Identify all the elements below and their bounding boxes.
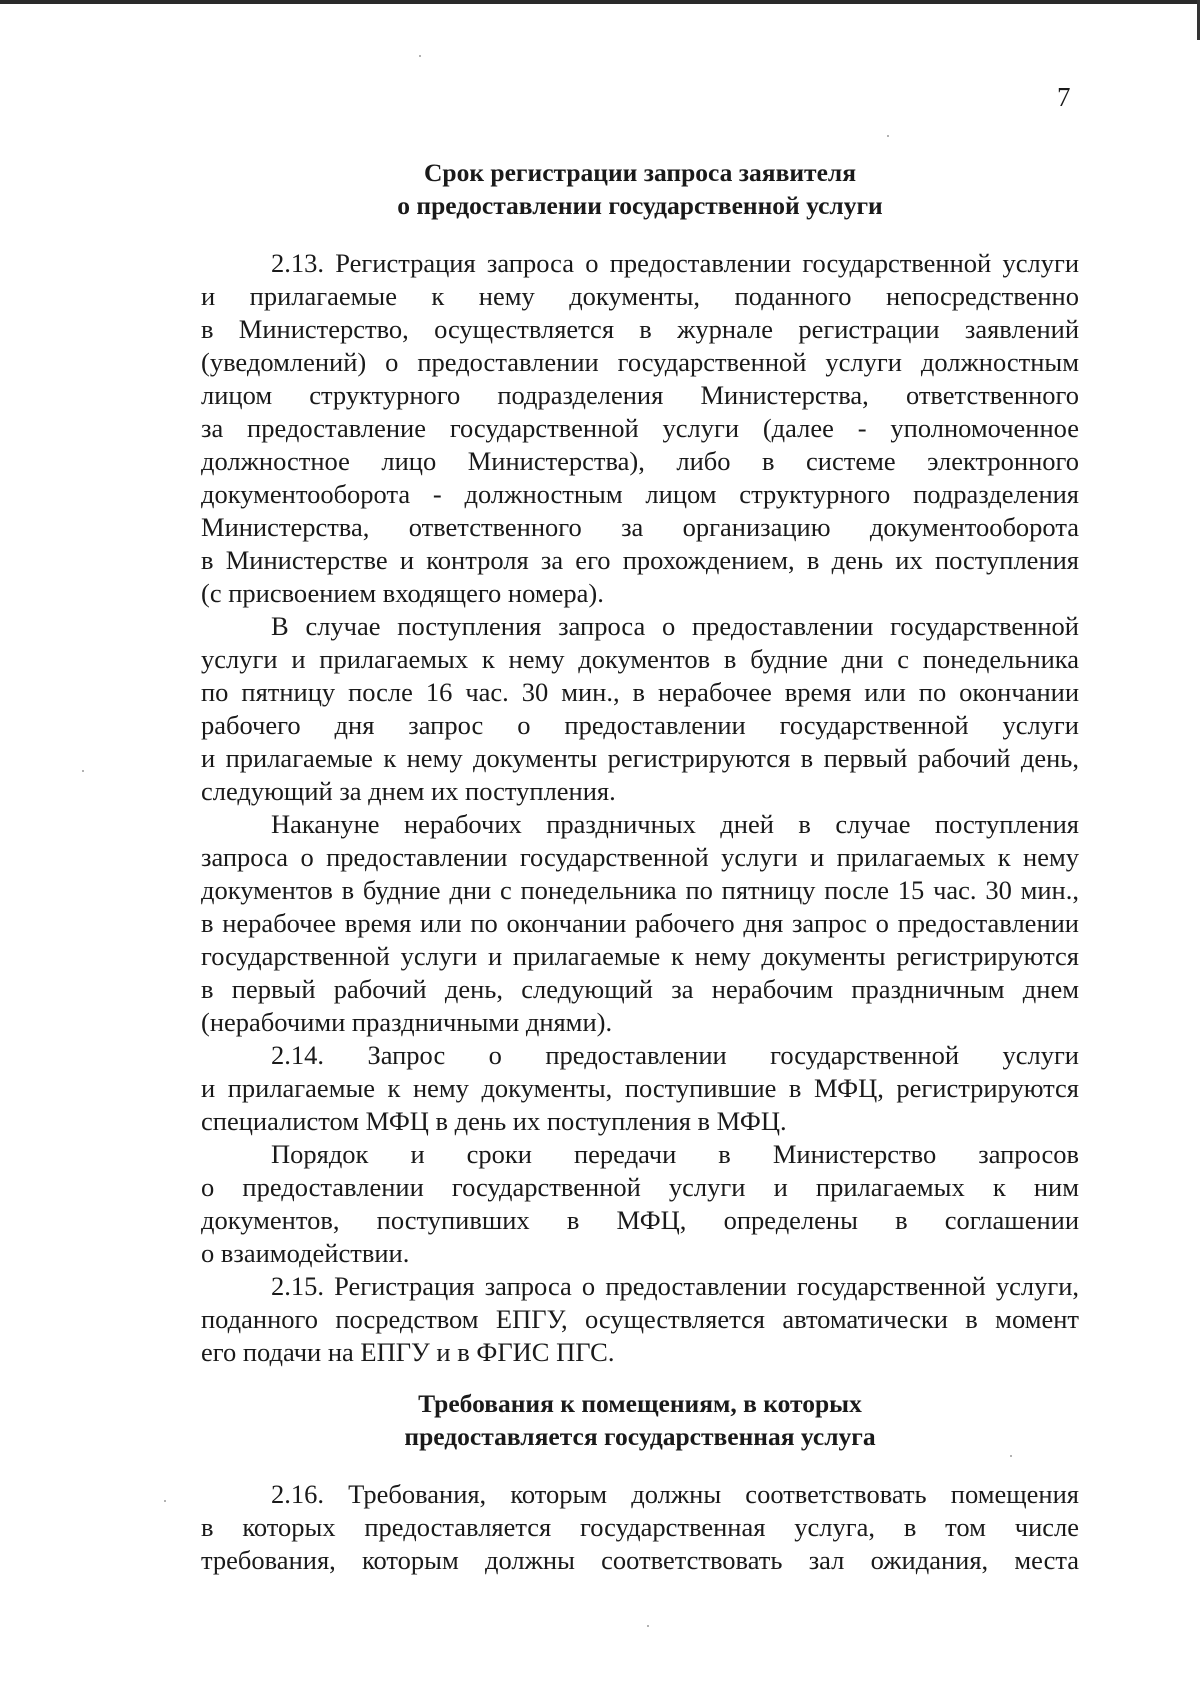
paragraph-line: государственной услуги и прилагаемые к нему документы регистрируются: [201, 941, 1079, 971]
paragraph-line: 2.14. Запрос о предоставлении государственной услуги: [271, 1040, 1079, 1070]
heading-line: Требования к помещениям, в которых: [418, 1389, 862, 1418]
paragraph-line: Министерства, ответственного за организацию документооборота: [201, 512, 1079, 542]
paragraph-line: документов, поступивших в МФЦ, определены в соглашении: [201, 1205, 1079, 1235]
paragraph-line: должностное лицо Министерства), либо в системе электронного: [201, 446, 1079, 476]
paragraph-line: 2.15. Регистрация запроса о предоставлении государственной услуги,: [271, 1271, 1079, 1301]
section-heading-premises-requirements: [200, 1387, 1080, 1453]
heading-line: о предоставлении государственной услуги: [397, 191, 883, 220]
paragraph-line: за предоставление государственной услуги (далее - уполномоченное: [201, 413, 1079, 443]
paragraph-line: о предоставлении государственной услуги и прилагаемых к ним: [201, 1172, 1079, 1202]
paragraph-line: (уведомлений) о предоставлении государственной услуги должностным: [201, 347, 1079, 377]
paragraph-line: поданного посредством ЕПГУ, осуществляется автоматически в момент: [201, 1304, 1079, 1334]
scan-top-edge: [0, 0, 1200, 4]
section-body-registration-term: [201, 247, 1079, 1369]
heading-line: Срок регистрации запроса заявителя: [424, 158, 856, 187]
paragraph-line: и прилагаемые к нему документы регистрируются в первый рабочий день,: [201, 743, 1079, 773]
paragraph-line: следующий за днем их поступления.: [201, 776, 616, 806]
paragraph-line: специалистом МФЦ в день их поступления в МФЦ.: [201, 1106, 787, 1136]
paragraph-line: и прилагаемые к нему документы, поступившие в МФЦ, регистрируются: [201, 1073, 1079, 1103]
paragraph-line: (нерабочими праздничными днями).: [201, 1007, 613, 1037]
paragraph-line: в нерабочее время или по окончании рабочего дня запрос о предоставлении: [201, 908, 1079, 938]
scan-speck: [164, 1500, 166, 1502]
paragraph-line: Порядок и сроки передачи в Министерство запросов: [271, 1139, 1079, 1169]
paragraph-line: о взаимодействии.: [201, 1238, 410, 1268]
scan-speck: [647, 1625, 649, 1627]
paragraph-line: 2.16. Требования, которым должны соответствовать помещения: [271, 1479, 1079, 1509]
paragraph-line: в Министерстве и контроля за его прохождением, в день их поступления: [201, 545, 1079, 575]
section-body-premises-requirements: [201, 1478, 1079, 1577]
paragraph-line: документооборота - должностным лицом структурного подразделения: [201, 479, 1079, 509]
paragraph-line: требования, которым должны соответствовать зал ожидания, места: [201, 1545, 1079, 1575]
paragraph-line: В случае поступления запроса о предоставлении государственной: [271, 611, 1079, 641]
paragraph-line: по пятницу после 16 час. 30 мин., в нерабочее время или по окончании: [201, 677, 1079, 707]
paragraph-line: (с присвоением входящего номера).: [201, 578, 604, 608]
paragraph-line: лицом структурного подразделения Министерства, ответственного: [201, 380, 1079, 410]
paragraph-line: его подачи на ЕПГУ и в ФГИС ПГС.: [201, 1337, 615, 1367]
scan-speck: [887, 135, 889, 137]
paragraph-line: запроса о предоставлении государственной услуги и прилагаемых к нему: [201, 842, 1079, 872]
paragraph-line: в первый рабочий день, следующий за нерабочим праздничным днем: [201, 974, 1079, 1004]
scan-speck: [82, 770, 84, 772]
paragraph-line: рабочего дня запрос о предоставлении государственной услуги: [201, 710, 1079, 740]
scan-speck: [419, 55, 421, 57]
paragraph-line: в которых предоставляется государственная услуга, в том числе: [201, 1512, 1079, 1542]
page-number: 7: [1057, 82, 1071, 112]
paragraph-line: в Министерство, осуществляется в журнале регистрации заявлений: [201, 314, 1079, 344]
paragraph-line: услуги и прилагаемых к нему документов в будние дни с понедельника: [201, 644, 1079, 674]
paragraph-line: документов в будние дни с понедельника по пятницу после 15 час. 30 мин.,: [201, 875, 1079, 905]
paragraph-line: Накануне нерабочих праздничных дней в случае поступления: [271, 809, 1079, 839]
paragraph-line: 2.13. Регистрация запроса о предоставлении государственной услуги: [271, 248, 1079, 278]
heading-line: предоставляется государственная услуга: [404, 1422, 876, 1451]
scan-speck: [1010, 1455, 1012, 1457]
paragraph-line: и прилагаемые к нему документы, поданного непосредственно: [201, 281, 1079, 311]
section-heading-registration-term: [200, 156, 1080, 222]
